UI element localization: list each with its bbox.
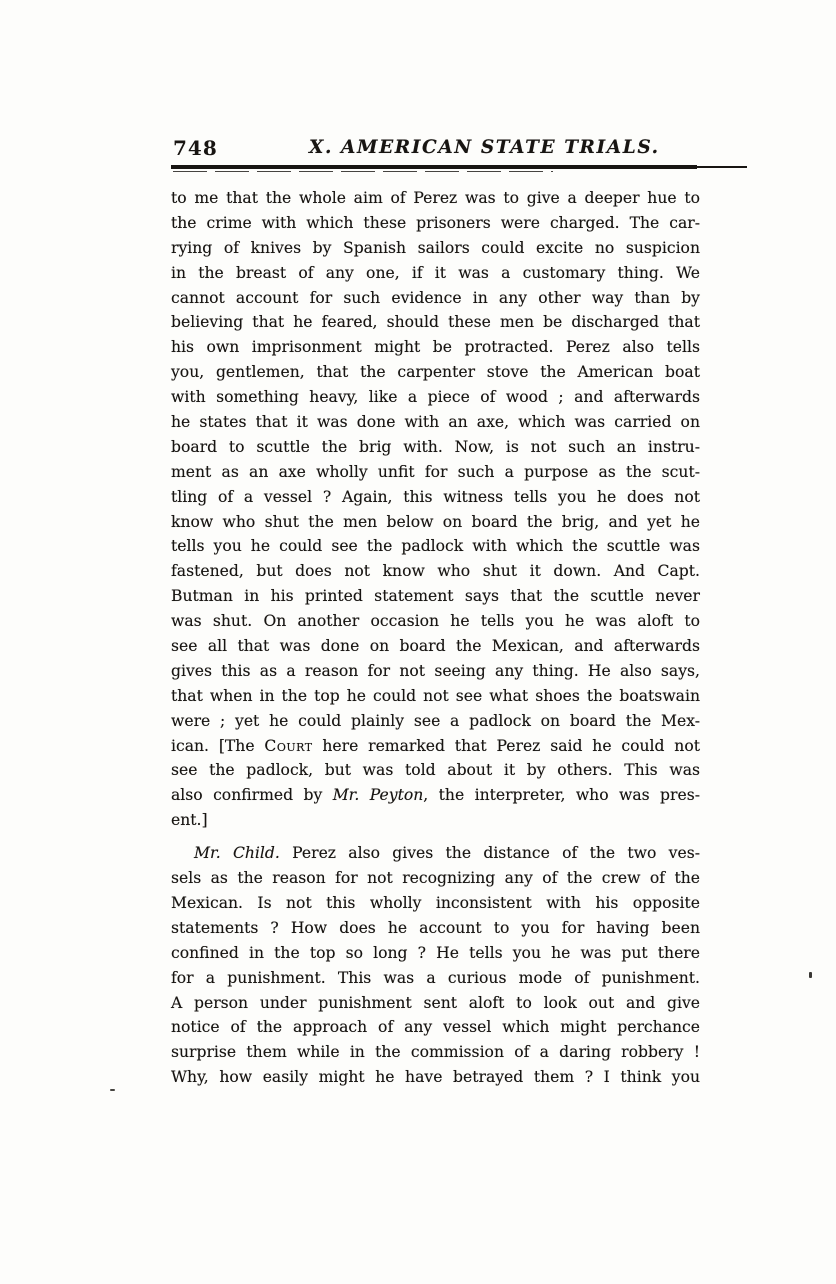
running-title: X. AMERICAN STATE TRIALS. [309,137,660,158]
text-line [171,261,700,286]
text-line [171,709,700,734]
text-segment: was shut. On another occasion he tells you he was aloft to [171,612,700,631]
text-line [171,609,700,634]
text-segment: rying of knives by Spanish sailors could excite no suspicion [171,238,700,257]
text-segment: confined in the top so long ? He tells you he was put there [171,943,700,962]
text-line [171,510,700,535]
text-segment: ican. [The [171,736,265,755]
text-segment: fastened, but does not know who shut it down. And Capt. [171,562,700,581]
text-segment-italic: Mr. Peyton [332,786,424,805]
text-segment: Why, how easily might he have betrayed them ? I think you [171,1068,700,1087]
text-line [171,1015,700,1040]
text-line [171,310,700,335]
page-header [171,134,747,164]
text-line [171,584,700,609]
text-segment: Butman in his printed statement says that the scuttle never [171,587,700,606]
text-segment: the crime with which these prisoners were charged. The car- [171,213,700,232]
text-line [171,385,700,410]
text-line [171,866,700,891]
text-segment: gives this as a reason for not seeing any thing. He also says, [171,661,700,680]
text-line [171,941,700,966]
text-line [171,211,700,236]
text-segment: tells you he could see the padlock with which the scuttle was [171,537,700,556]
text-line [171,758,700,783]
text-line [171,841,700,866]
text-line [171,1065,700,1090]
page-number: 748 [173,136,218,160]
text-line [171,634,700,659]
text-segment: believing that he feared, should these men be discharged that [171,313,700,332]
text-line [171,734,700,759]
text-segment: Perez also gives the distance of the two ves- [279,844,700,863]
text-segment: statements ? How does he account to you for having been [171,918,700,937]
text-segment: , the interpreter, who was pres- [423,786,700,805]
text-segment: here remarked that Perez said he could not [312,736,700,755]
text-segment: were ; yet he could plainly see a padlock on board the Mex- [171,711,700,730]
body-text [171,186,700,1090]
text-segment: ent.] [171,811,208,830]
header-rule-thick [171,165,697,169]
text-segment: cannot account for such evidence in any other way than by [171,288,700,307]
text-segment: his own imprisonment might be protracted. Perez also tells [171,338,700,357]
text-line [171,335,700,360]
text-segment: you, gentlemen, that the carpenter stove the American boat [171,363,700,382]
header-rule-thin [173,171,553,172]
text-segment: surprise them while in the commission of a daring robbery ! [171,1043,700,1062]
text-line [171,360,700,385]
text-segment: in the breast of any one, if it was a customary thing. We [171,263,700,282]
text-line [171,808,700,833]
text-line [171,435,700,460]
text-line [171,485,700,510]
text-segment: tling of a vessel ? Again, this witness tells you he does not [171,487,700,506]
text-line [171,534,700,559]
text-segment-italic: Mr. Child. [194,844,280,863]
text-segment: sels as the reason for not recognizing any of the crew of the [171,869,700,888]
scan-speck [809,972,812,978]
text-line [171,410,700,435]
paragraph [171,841,700,1090]
text-segment-smallcaps: Court [264,736,313,755]
text-line [171,460,700,485]
text-segment: A person under punishment sent aloft to look out and give [171,993,700,1012]
text-line [171,991,700,1016]
text-line [171,286,700,311]
scan-speck [110,1089,115,1091]
text-segment: that when in the top he could not see what shoes the boatswain [171,686,700,705]
text-segment: also confirmed by [171,786,333,805]
paragraph [171,186,700,833]
header-rule-tail [688,166,747,168]
text-line [171,916,700,941]
text-segment: to me that the whole aim of Perez was to give a deeper hue to [171,189,700,207]
text-line [171,891,700,916]
text-line [171,659,700,684]
text-segment: with something heavy, like a piece of wood ; and afterwards [171,388,700,407]
text-segment: board to scuttle the brig with. Now, is not such an instru- [171,437,700,456]
text-line [171,1040,700,1065]
text-line [171,559,700,584]
text-segment: know who shut the men below on board the brig, and yet he [171,512,700,531]
text-segment: see all that was done on board the Mexican, and afterwards [171,637,700,656]
text-line [171,684,700,709]
text-segment: ment as an axe wholly unfit for such a purpose as the scut- [171,462,700,481]
text-segment: Mexican. Is not this wholly inconsistent with his opposite [171,893,700,912]
text-segment: he states that it was done with an axe, which was carried on [171,413,700,432]
text-line [171,783,700,808]
text-line [171,966,700,991]
text-segment: notice of the approach of any vessel which might perchance [171,1018,700,1037]
text-line [171,236,700,261]
text-segment: for a punishment. This was a curious mode of punishment. [171,968,700,987]
text-line [171,186,700,211]
text-segment: see the padlock, but was told about it by others. This was [171,761,700,780]
